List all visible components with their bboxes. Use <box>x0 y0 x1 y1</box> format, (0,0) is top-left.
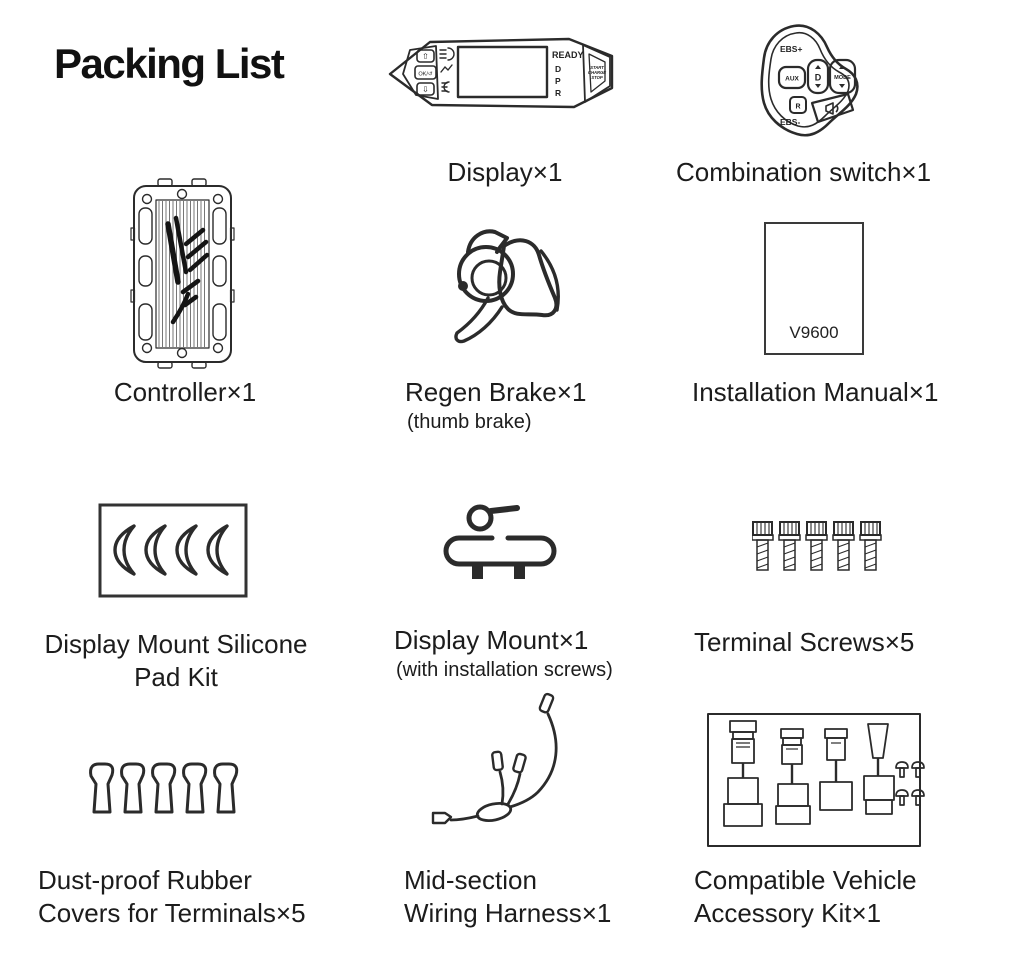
wiring-harness-label <box>404 864 611 930</box>
controller-illustration <box>130 176 235 371</box>
rubber-covers-label-line1: Dust-proof Rubber <box>38 865 252 895</box>
r-text: R <box>795 103 801 111</box>
kit-connector-2 <box>776 729 810 824</box>
display-ok-glyph: OK/↺ <box>418 71 433 78</box>
rubber-covers-label-line2: Covers for Terminals×5 <box>38 898 306 928</box>
wiring-harness-illustration <box>430 692 585 852</box>
terminal-screws-illustration <box>752 520 887 575</box>
wiring-harness-label-line2: Wiring Harness×1 <box>404 898 612 928</box>
kit-connector-1 <box>724 721 762 826</box>
horn-icon <box>826 103 838 114</box>
combination-switch-label: Combination switch×1 <box>676 157 932 187</box>
kit-connector-4 <box>864 724 894 814</box>
display-ready-text: READY <box>552 50 584 60</box>
aux-text: AUX <box>785 75 799 83</box>
mount-foot-left <box>472 564 483 579</box>
wiring-harness-label-line1: Mid-section <box>404 865 537 895</box>
beam-icon <box>442 82 449 92</box>
display-gear-d: D <box>555 64 562 74</box>
ebs-minus-text: EBS- <box>780 117 801 127</box>
accessory-kit-label-line2: Accessory Kit×1 <box>694 898 882 928</box>
silicone-pad-kit-label-line2: Pad Kit <box>134 662 218 692</box>
display-screen <box>458 47 547 97</box>
display-illustration <box>386 32 616 114</box>
page-title: Packing List <box>54 40 284 87</box>
combination-switch-illustration <box>752 22 870 140</box>
display-up-glyph: ⇧ <box>422 52 429 61</box>
regen-brake-label: Regen Brake×1 <box>405 377 587 407</box>
display-mount-illustration <box>440 500 565 595</box>
ebs-plus-text: EBS+ <box>780 44 803 54</box>
start-button-line3: STOP <box>591 75 603 80</box>
turn-indicator-icon <box>441 65 452 72</box>
display-label: Display×1 <box>447 157 563 187</box>
rubber-covers-illustration <box>84 760 249 818</box>
headlight-icon <box>440 48 454 60</box>
rubber-covers-label <box>38 864 306 930</box>
silicone-pad-kit-label-line1: Display Mount Silicone <box>44 629 308 659</box>
display-gear-r: R <box>555 88 562 98</box>
accessory-kit-label <box>694 864 917 930</box>
accessory-kit-label-line1: Compatible Vehicle <box>694 865 917 895</box>
start-button-line2: CHARGE <box>587 70 607 75</box>
silicone-pad-kit-label <box>30 628 322 694</box>
terminal-screws-label: Terminal Screws×5 <box>694 627 915 657</box>
mode-text: MODE <box>834 75 851 81</box>
display-down-glyph: ⇩ <box>422 85 429 94</box>
d-text: D <box>814 72 822 83</box>
silicone-pads <box>115 526 227 574</box>
accessory-kit-illustration <box>706 712 926 852</box>
kit-connector-3 <box>820 729 852 810</box>
regen-brake-sublabel: (thumb brake) <box>407 411 532 433</box>
display-gear-p: P <box>555 76 561 86</box>
display-mount-label: Display Mount×1 <box>394 625 589 655</box>
manual-model-text: V9600 <box>789 323 839 342</box>
mount-foot-right <box>514 564 525 579</box>
start-button-line1: START <box>590 65 604 70</box>
installation-manual-label: Installation Manual×1 <box>692 377 939 407</box>
controller-label: Controller×1 <box>113 377 257 407</box>
silicone-pad-kit-illustration <box>98 503 248 598</box>
installation-manual-illustration <box>764 222 864 355</box>
display-mount-sublabel: (with installation screws) <box>396 659 613 681</box>
regen-brake-illustration <box>442 222 562 354</box>
